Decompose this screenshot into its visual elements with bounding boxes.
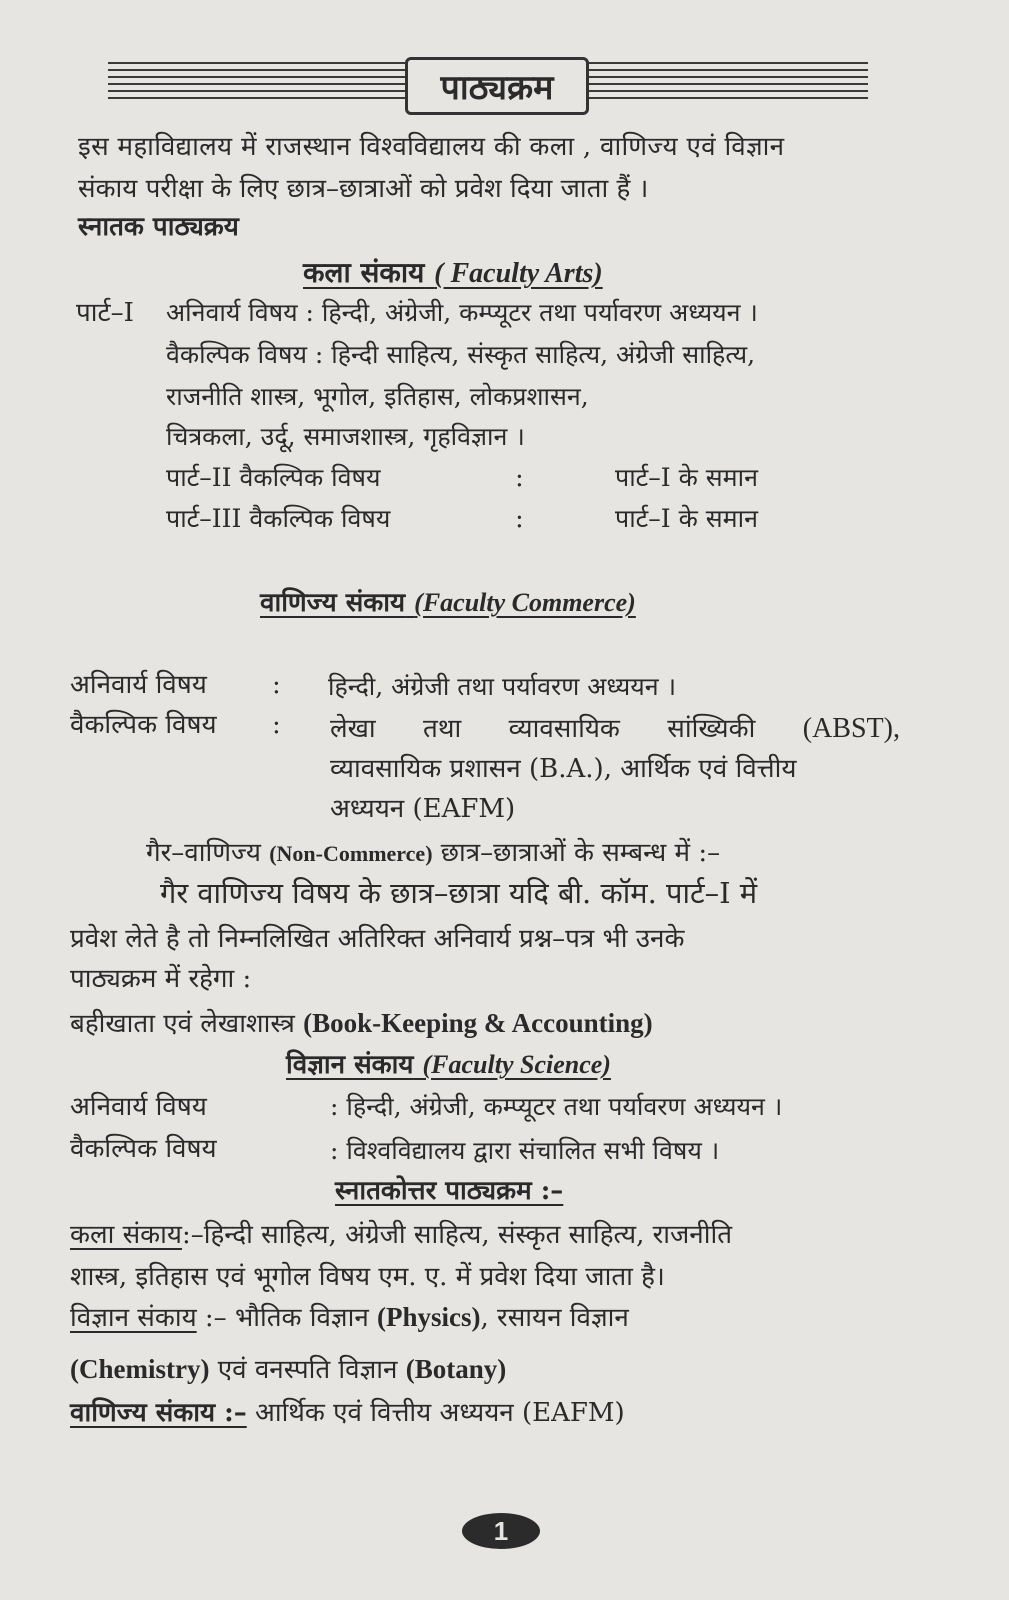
- noncommerce-heading: [146, 836, 720, 871]
- science-heading-hi: विज्ञान संकाय: [286, 1050, 414, 1080]
- commerce-optional-word: तथा: [423, 714, 462, 744]
- bookkeeping-line: [70, 1006, 653, 1041]
- pg-science-post: , रसायन विज्ञान: [480, 1303, 629, 1333]
- pg-chemistry: (Chemistry): [70, 1354, 210, 1384]
- commerce-optional-line-1: [330, 712, 900, 746]
- commerce-optional-word: (ABST),: [802, 713, 900, 744]
- commerce-heading: [260, 586, 636, 620]
- pg-arts-label: कला संकाय: [70, 1220, 182, 1250]
- noncommerce-post: छात्र–छात्राओं के सम्बन्ध में :–: [440, 838, 721, 868]
- page-title: पाठ्यक्रम: [405, 57, 589, 115]
- pg-physics: (Physics): [377, 1302, 481, 1332]
- commerce-optional-word: लेखा: [330, 714, 376, 744]
- pg-botany: (Botany): [405, 1354, 507, 1384]
- commerce-optional-word: सांख्यिकी: [667, 714, 756, 744]
- pg-science-label: विज्ञान संकाय: [70, 1303, 197, 1333]
- arts-optional-line-1: वैकल्पिक विषय : हिन्दी साहित्य, संस्कृत साहित्य, अंग्रेजी साहित्य,: [166, 340, 756, 369]
- science-optional-value: : विश्वविद्यालय द्वारा संचालित सभी विषय ।: [330, 1136, 720, 1165]
- arts-optional-line-3: चित्रकला, उर्दू, समाजशास्त्र, गृहविज्ञान ।: [166, 422, 525, 451]
- science-optional-label: वैकल्पिक विषय: [70, 1134, 217, 1164]
- commerce-optional-line-2: व्यावसायिक प्रशासन (B.A.), आर्थिक एवं वित्तीय: [330, 754, 797, 784]
- bookkeeping-en: (Book-Keeping & Accounting): [303, 1008, 653, 1038]
- commerce-heading-hi: वाणिज्य संकाय: [260, 588, 406, 618]
- page-number: 1: [462, 1513, 540, 1549]
- commerce-compulsory-label: अनिवार्य विषय: [70, 670, 207, 700]
- pg-arts-line-2: शास्त्र, इतिहास एवं भूगोल विषय एम. ए. में प्रवेश दिया जाता है।: [70, 1262, 665, 1292]
- commerce-compulsory-colon: :: [272, 670, 281, 700]
- arts-part2-label: पार्ट–II वैकल्पिक विषय: [166, 463, 381, 492]
- arts-optional-line-2: राजनीति शास्त्र, भूगोल, इतिहास, लोकप्रशासन,: [166, 382, 589, 411]
- noncommerce-para-line-1: गैर वाणिज्य विषय के छात्र–छात्रा यदि बी. कॉम. पार्ट–I में: [160, 876, 758, 910]
- intro-line-1: इस महाविद्यालय में राजस्थान विश्वविद्यालय की कला , वाणिज्य एवं विज्ञान: [78, 132, 785, 162]
- noncommerce-para-line-2: प्रवेश लेते है तो निम्नलिखित अतिरिक्त अनिवार्य प्रश्न–पत्र भी उनके: [70, 924, 685, 954]
- pg-arts-line-1: [70, 1218, 732, 1252]
- intro-line-2: संकाय परीक्षा के लिए छात्र–छात्राओं को प्रवेश दिया जाता हैं ।: [78, 174, 649, 204]
- pg-science-line-2: [70, 1352, 506, 1387]
- noncommerce-pre: गैर–वाणिज्य: [146, 838, 261, 868]
- pg-science-pre: :– भौतिक विज्ञान: [204, 1303, 369, 1333]
- bookkeeping-hi: बहीखाता एवं लेखाशास्त्र: [70, 1009, 295, 1039]
- arts-part2-value: पार्ट–I के समान: [615, 463, 758, 492]
- arts-compulsory: अनिवार्य विषय : हिन्दी, अंग्रेजी, कम्प्यूटर तथा पर्यावरण अध्ययन ।: [166, 298, 758, 327]
- ug-heading: स्नातक पाठ्यक्रय: [78, 212, 239, 242]
- title-rule-right: [586, 62, 868, 106]
- arts-heading: [303, 256, 603, 291]
- arts-part3-colon: :: [515, 504, 524, 534]
- noncommerce-para-line-3: पाठ्यक्रम में रहेगा :: [70, 964, 252, 994]
- arts-heading-hi: कला संकाय: [303, 256, 425, 289]
- pg-commerce-value: आर्थिक एवं वित्तीय अध्ययन (EAFM): [255, 1398, 625, 1428]
- arts-part3-label: पार्ट–III वैकल्पिक विषय: [166, 504, 391, 533]
- commerce-optional-label: वैकल्पिक विषय: [70, 710, 217, 740]
- arts-heading-en: ( Faculty Arts): [434, 258, 603, 289]
- science-heading: [286, 1048, 611, 1082]
- science-compulsory-label: अनिवार्य विषय: [70, 1092, 207, 1122]
- commerce-optional-colon: :: [272, 710, 281, 740]
- pg-science-line-1: [70, 1300, 629, 1335]
- commerce-compulsory-value: हिन्दी, अंग्रेजी तथा पर्यावरण अध्ययन ।: [328, 672, 677, 701]
- pg-commerce-line: [70, 1396, 625, 1430]
- title-rule-left: [108, 62, 408, 106]
- science-heading-en: (Faculty Science): [422, 1050, 611, 1079]
- arts-part3-value: पार्ट–I के समान: [615, 504, 758, 533]
- arts-part1-label: पार्ट–I: [76, 298, 134, 328]
- science-compulsory-value: : हिन्दी, अंग्रेजी, कम्प्यूटर तथा पर्यावरण अध्ययन ।: [330, 1092, 783, 1121]
- commerce-optional-word: व्यावसायिक: [508, 714, 620, 744]
- pg-heading: स्नातकोत्तर पाठ्यक्रम :–: [335, 1176, 564, 1206]
- commerce-heading-en: (Faculty Commerce): [414, 588, 636, 617]
- pg-arts-text: :–हिन्दी साहित्य, अंग्रेजी साहित्य, संस्कृत साहित्य, राजनीति: [181, 1220, 733, 1250]
- pg-science-mid: एवं वनस्पति विज्ञान: [217, 1355, 398, 1385]
- noncommerce-en: (Non-Commerce): [269, 841, 433, 866]
- arts-part2-colon: :: [515, 463, 524, 493]
- commerce-optional-line-3: अध्ययन (EAFM): [330, 794, 516, 824]
- pg-commerce-label: वाणिज्य संकाय :–: [70, 1398, 247, 1428]
